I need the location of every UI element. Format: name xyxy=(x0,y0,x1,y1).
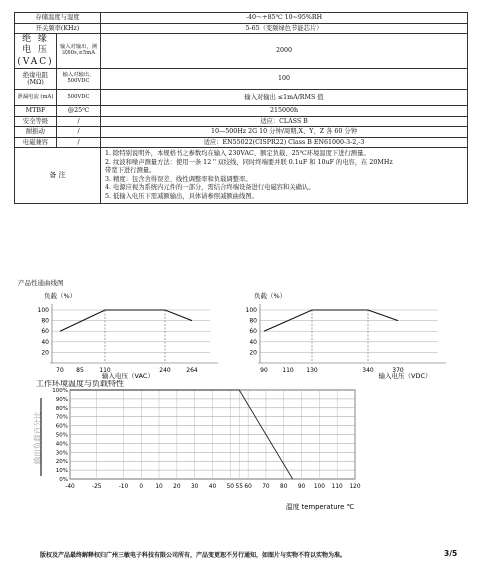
derating-chart-vac xyxy=(0,288,240,380)
spec-label: MTBF xyxy=(15,106,57,117)
y-tick-label: 10% xyxy=(55,468,68,475)
y-tick-label: 100 xyxy=(245,307,257,314)
notes-row xyxy=(15,148,468,204)
spec-value: 2000 xyxy=(101,34,468,69)
y-tick-label: 60% xyxy=(55,423,68,430)
y-tick-label: 60 xyxy=(41,328,49,336)
spec-condition: @25℃ xyxy=(57,106,101,117)
x-tick-label: 90 xyxy=(297,484,306,490)
derating-chart-vdc xyxy=(240,288,480,380)
x-tick-label: 370 xyxy=(392,367,404,374)
footer-copyright: 版权及产品最终解释权归广州三敏电子科技有限公司所有，产品变更恕不另行通知，如图片与实物不符以实物为准。 xyxy=(40,552,347,559)
spec-row xyxy=(15,13,468,24)
spec-value: 输入对输出 ≤1mA/RMS 值 xyxy=(101,90,468,106)
spec-label: 开关频率(KHz) xyxy=(15,23,101,34)
spec-label: 电磁兼容 xyxy=(15,137,57,148)
y-tick-label: 30% xyxy=(55,450,68,457)
y-tick-label: 100 xyxy=(37,307,49,314)
y-tick-label: 80 xyxy=(249,317,257,325)
x-tick-label: 20 xyxy=(173,484,181,490)
spec-value: 10—500Hz 2G 10 分钟/周期,X、Y、Z 各 60 分钟 xyxy=(101,127,468,138)
spec-label: 绝 缘 电 压 (VAC) xyxy=(15,34,57,69)
y-axis-label: 负载（%） xyxy=(44,292,77,300)
x-tick-label: 240 xyxy=(159,367,171,374)
spec-condition: / xyxy=(57,127,101,138)
y-tick-label: 20 xyxy=(249,349,257,357)
x-tick-label: 110 xyxy=(99,367,111,374)
spec-condition: / xyxy=(57,137,101,148)
spec-row xyxy=(15,127,468,138)
x-tick-label: 264 xyxy=(186,367,198,374)
y-tick-label: 40 xyxy=(41,338,49,346)
spec-value: 5-65（变频绿色节能芯片） xyxy=(101,23,468,34)
spec-condition: 输入对输出，测试60s,≤5mA xyxy=(57,34,101,69)
page-number: 3/5 xyxy=(444,549,458,558)
note-line: 4. 电源应视为系统内元件的一部分，需结合终端设备进行电磁容和关确认。 xyxy=(105,184,315,191)
x-tick-label: 55 xyxy=(235,484,243,490)
y-tick-label: 40 xyxy=(249,338,257,346)
spec-condition: 输入对输出，500VDC xyxy=(57,69,101,90)
x-tick-label: -25 xyxy=(91,484,102,490)
x-tick-label: 85 xyxy=(76,367,84,374)
y-tick-label: 20% xyxy=(55,459,68,466)
y-tick-label: 20 xyxy=(41,349,49,357)
spec-row xyxy=(15,23,468,34)
note-line: 1. 除特别说明外，本规格书之参数均在输入 230VAC、额定负载、25℃环境温度下进行测量。 xyxy=(105,150,370,157)
x-axis-label: 输入电压（VAC） xyxy=(102,372,154,380)
x-tick-label: 340 xyxy=(362,367,374,374)
spec-row xyxy=(15,116,468,127)
spec-value: 适应：EN55022(CISPR22) Class B EN61000-3-2,-3 xyxy=(101,137,468,148)
spec-row xyxy=(15,137,468,148)
spec-value: 适应：CLASS B xyxy=(101,116,468,127)
x-tick-label: 100 xyxy=(313,484,325,490)
spec-row xyxy=(15,106,468,117)
x-tick-label: 70 xyxy=(56,367,64,374)
x-tick-label: 80 xyxy=(280,484,288,490)
spec-label: 泄漏电流 (mA) xyxy=(15,90,57,106)
notes-label: 备 注 xyxy=(15,148,101,204)
y-tick-label: 70% xyxy=(55,414,68,421)
x-tick-label: 0 xyxy=(139,484,144,490)
y-tick-label: 0% xyxy=(59,477,68,483)
note-line: 带宽下进行测量。 xyxy=(105,167,156,174)
spec-label: 绝缘电阻 (MΩ) xyxy=(15,69,57,90)
y-tick-label: 80 xyxy=(41,317,49,325)
spec-label: 存储温度与湿度 xyxy=(15,13,101,24)
spec-label: 安全等级 xyxy=(15,116,57,127)
spec-value: 215000h xyxy=(101,106,468,117)
y-tick-label: 40% xyxy=(55,441,68,448)
spec-table xyxy=(14,12,468,204)
x-tick-label: 110 xyxy=(282,367,294,374)
note-line: 5. 低输入电压下需减额输出，具体请参照减额曲线图。 xyxy=(105,192,258,200)
x-tick-label: 120 xyxy=(349,484,361,490)
spec-row xyxy=(15,90,468,106)
y-tick-label: 100% xyxy=(52,388,68,394)
spec-row xyxy=(15,69,468,90)
chart-title: 工作环境温度与负载特性 xyxy=(36,380,124,388)
temperature-load-chart xyxy=(0,380,480,542)
x-tick-label: 40 xyxy=(208,484,217,490)
y-tick-label: 50% xyxy=(55,432,68,439)
note-line: 3. 精度：包含舍得误差、线性调整率和负载调整率。 xyxy=(105,175,252,183)
y-axis-label: 负载（%） xyxy=(254,292,287,300)
y-tick-label: 60 xyxy=(249,328,257,336)
y-tick-label: 90% xyxy=(55,396,68,403)
section-title: 产品性通曲线图 xyxy=(18,279,64,287)
spec-row xyxy=(15,34,468,69)
spec-value: -40～+85℃ 10~95%RH xyxy=(101,13,468,24)
spec-condition: / xyxy=(57,116,101,127)
x-tick-label: 10 xyxy=(155,484,163,490)
spec-label: 耐振动 xyxy=(15,127,57,138)
x-tick-label: 60 xyxy=(244,484,252,490)
y-tick-label: 80% xyxy=(55,405,68,412)
x-tick-label: -40 xyxy=(65,484,75,490)
x-tick-label: 70 xyxy=(262,484,270,490)
note-line: 2. 纹波和噪声测量方法：使用一条 12＂双绞线，同时终端要并联 0.1uF 和 10uF 的电容，在 20MHz xyxy=(105,158,393,166)
x-tick-label: -10 xyxy=(118,484,129,490)
x-tick-label: 30 xyxy=(190,484,199,490)
spec-condition: 500VDC xyxy=(57,90,101,106)
spec-value: 100 xyxy=(101,69,468,90)
x-axis-label: 输入电压（VDC） xyxy=(378,372,432,380)
notes-cell xyxy=(101,148,468,204)
x-axis-label: 温度 temperature ℃ xyxy=(285,503,355,511)
x-tick-label: 110 xyxy=(331,484,343,490)
y-axis-label: 输出负载百分比 xyxy=(33,411,42,465)
x-tick-label: 50 xyxy=(226,484,235,490)
x-tick-label: 130 xyxy=(306,367,318,374)
x-tick-label: 90 xyxy=(260,367,268,374)
